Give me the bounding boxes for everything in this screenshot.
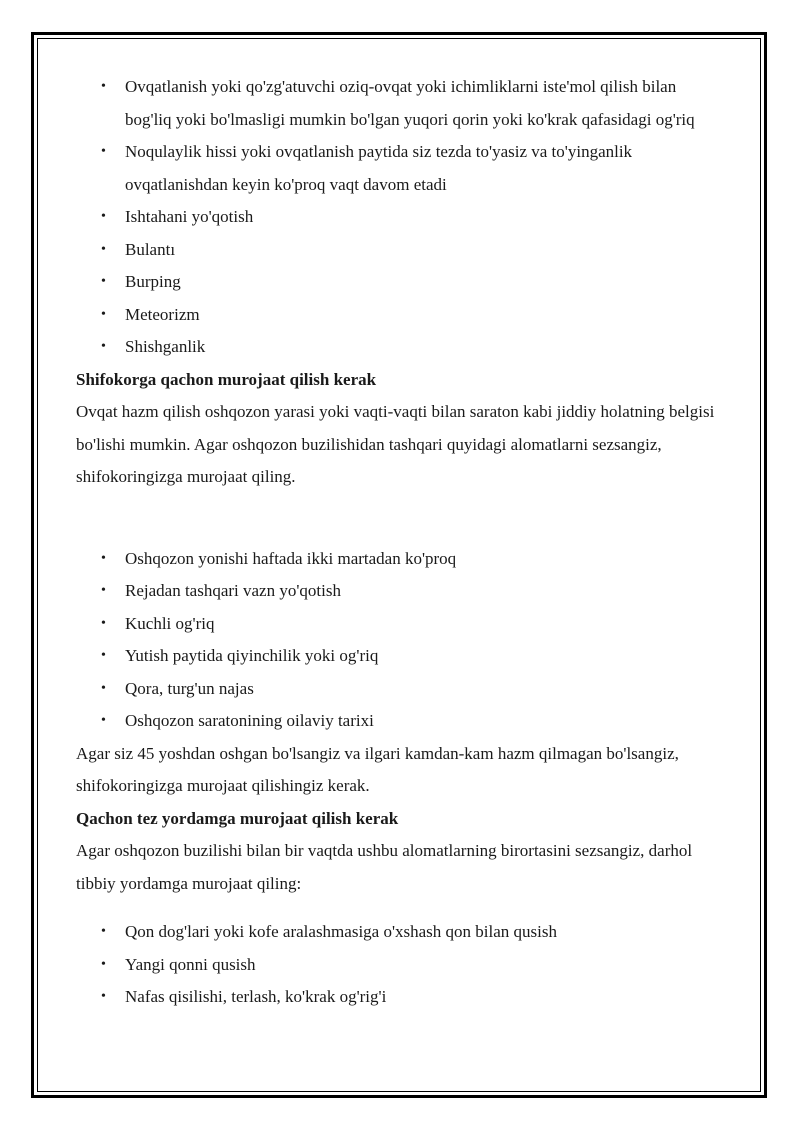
- list-item: • Qon dog'lari yoki kofe aralashmasiga o'xshash qon bilan qusish: [76, 916, 726, 949]
- paragraph-age: Agar siz 45 yoshdan oshgan bo'lsangiz va ilgari kamdan-kam hazm qilmagan bo'lsangiz, shifokoringizga murojaat qilishingiz kerak.: [76, 743, 679, 795]
- list-item: • Burping: [76, 266, 726, 299]
- list-item: • Kuchli og'riq: [76, 608, 726, 641]
- list-item: • Yutish paytida qiyinchilik yoki og'riq: [76, 640, 726, 673]
- list-item: • Ishtahani yo'qotish: [76, 201, 726, 234]
- list-item: • Oshqozon saratonining oilaviy tarixi: [76, 705, 726, 738]
- emergency-signs-list: [76, 916, 726, 1014]
- paragraph-doctor: Ovqat hazm qilish oshqozon yarasi yoki vaqti-vaqti bilan saraton kabi jiddiy holatning belgisi bo'lishi mumkin. Agar oshqozon buzilishidan tashqari quyidagi alomatlarni sezsangiz, shifokoringizga murojaat qiling.: [76, 402, 715, 486]
- list-item: • Meteorizm: [76, 299, 726, 332]
- document-body: [76, 71, 726, 1014]
- list-item: • Rejadan tashqari vazn yo'qotish: [76, 575, 726, 608]
- list-item: • Noqulaylik hissi yoki ovqatlanish paytida siz tezda to'yasiz va to'yinganlik ovqatlanishdan keyin ko'proq vaqt davom etadi: [76, 136, 726, 201]
- list-item: • Ovqatlanish yoki qo'zg'atuvchi oziq-ovqat yoki ichimliklarni iste'mol qilish bilan bog'liq yoki bo'lmasligi mumkin bo'lgan yuqori qorin yoki ko'krak qafasidagi og'riq: [76, 71, 726, 136]
- list-item: • Qora, turg'un najas: [76, 673, 726, 706]
- section-heading-emergency: Qachon tez yordamga murojaat qilish kerak: [76, 808, 399, 828]
- paragraph-emergency: Agar oshqozon buzilishi bilan bir vaqtda ushbu alomatlarning birortasini sezsangiz, darhol tibbiy yordamga murojaat qiling:: [76, 841, 693, 893]
- warning-signs-list: [76, 543, 726, 738]
- list-item: • Nafas qisilishi, terlash, ko'krak og'rig'i: [76, 981, 726, 1014]
- list-item: • Yangi qonni qusish: [76, 949, 726, 982]
- list-item: • Shishganlik: [76, 331, 726, 364]
- list-item: • Oshqozon yonishi haftada ikki martadan ko'proq: [76, 543, 726, 576]
- symptom-list: [76, 71, 726, 364]
- list-item: • Bulantı: [76, 234, 726, 267]
- section-heading-doctor: Shifokorga qachon murojaat qilish kerak: [76, 369, 377, 389]
